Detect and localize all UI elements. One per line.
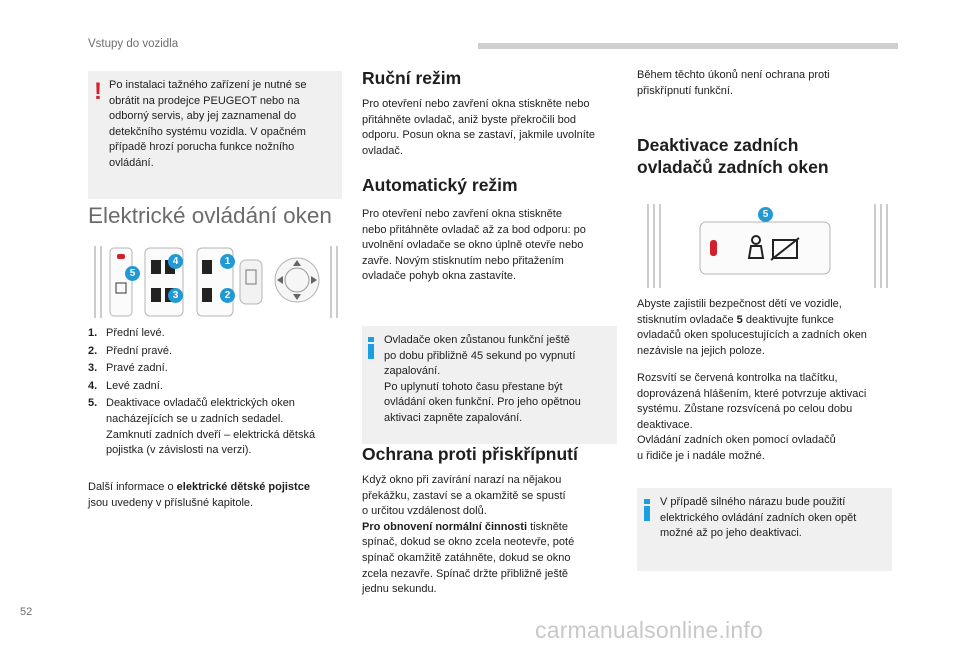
watermark: carmanualsonline.info [535, 617, 763, 643]
list-item: 5. Deaktivace ovladačů elektrických oken nacházejících se u zadních sedadel. Zamknutí zadních dveří – elektrická dětská pojistka (v závislosti na verzi). [88, 397, 316, 457]
heading-rear-deactivation: Deaktivace zadních ovladačů zadních oken [637, 135, 829, 177]
callout-badge-3: 3 [168, 288, 183, 303]
list-item: 4. Levé zadní. [88, 379, 163, 392]
section-title: Vstupy do vozidla [88, 38, 179, 50]
text-line: odborný servis, aby jej zaznamenal do [109, 110, 297, 123]
intro-text: Během těchto úkonů není ochrana proti přiskřípnutí funkční. [637, 69, 830, 97]
heading-anti-pinch: Ochrana proti přiskřípnutí [362, 444, 578, 464]
more-info-text: Další informace o elektrické dětské pojistce jsou uvedeny v příslušné kapitole. [88, 481, 310, 509]
page-number: 52 [20, 606, 33, 618]
info-text-crash: V případě silného nárazu bude použití elektrického ovládání zadních oken opět možné až po jeho deaktivaci. [660, 496, 857, 540]
list-item: 1. Přední levé. [88, 327, 165, 339]
automatic-mode-text: Pro otevření nebo zavření okna stiskněte nebo přitáhněte ovladač až za bod odporu: po uvolnění ovladače se okno úplně otevře nebo zavře. Novým stisknutím nebo přitažením ovladače pohyb okna zastavíte. [362, 208, 586, 283]
text-line: obrátit na prodejce PEUGEOT nebo na [109, 94, 300, 107]
callout-badge-1: 1 [220, 254, 235, 269]
callout-badge-5: 5 [758, 207, 773, 222]
switch-panel-illustration [92, 240, 342, 322]
heading-automatic-mode: Automatický režim [362, 175, 518, 195]
warning-icon: ! [94, 78, 102, 105]
deactivation-paragraph-1: Abyste zajistili bezpečnost dětí ve vozidle, stisknutím ovladače 5 deaktivujte funkce ovladačů oken spolucestujících a zadních oken nezávisle na jejich poloze. [637, 298, 867, 357]
list-item: 2. Přední pravé. [88, 344, 173, 357]
list-item: 3. Pravé zadní. [88, 362, 168, 375]
deactivation-paragraph-2: Rozsvítí se červená kontrolka na tlačítku, doprovázená hlášením, které potvrzuje aktivaci systému. Zůstane rozsvícená po celou dobu deaktivace. Ovládání zadních oken pomocí ovladačů u řidiče je i nadále možné. [637, 372, 867, 462]
callout-badge-5: 5 [125, 266, 140, 281]
anti-pinch-text: Když okno při zavírání narazí na nějakou překážku, zastaví se a okamžitě se spustí o určitou vzdálenost dolů. Pro obnovení normální činnosti tiskněte spínač, dokud se okno zcela neotevře, poté spínač okamžitě zatáhněte, dokud se okno zcela nezavře. Spínač držte přibližně ještě jednu sekundu. [362, 474, 575, 596]
window-switch-panel-figure [92, 240, 342, 322]
callout-badge-4: 4 [168, 254, 183, 269]
text-line: detekčního systému vozidla. V opačném [109, 125, 306, 138]
warning-text [109, 78, 334, 172]
text-line: Po instalaci tažného zařízení je nutné se [109, 79, 307, 91]
switch-legend-list [88, 326, 348, 459]
text-line: ovládání. [109, 156, 154, 169]
info-icon [644, 499, 650, 521]
rear-deactivation-switch-figure [645, 200, 890, 290]
info-text-ignition: Ovladače oken zůstanou funkční ještě po dobu přibližně 45 sekund po vypnutí zapalování. Po uplynutí tohoto času přestane být ovládání oken funkční. Pro jeho opětnou aktivaci zapněte zapalování. [384, 334, 581, 424]
section-heading: Elektrické ovládání oken [88, 203, 332, 228]
text-line: případě hrozí porucha funkce nožního [109, 141, 295, 154]
heading-manual-mode: Ruční režim [362, 68, 462, 88]
manual-mode-text: Pro otevření nebo zavření okna stiskněte nebo přitáhněte ovladač, aniž byste překročili bod odporu. Posun okna se zastaví, jakmile uvolníte ovladač. [362, 98, 595, 157]
info-icon [368, 337, 374, 359]
header-divider [478, 43, 898, 49]
callout-badge-2: 2 [220, 288, 235, 303]
